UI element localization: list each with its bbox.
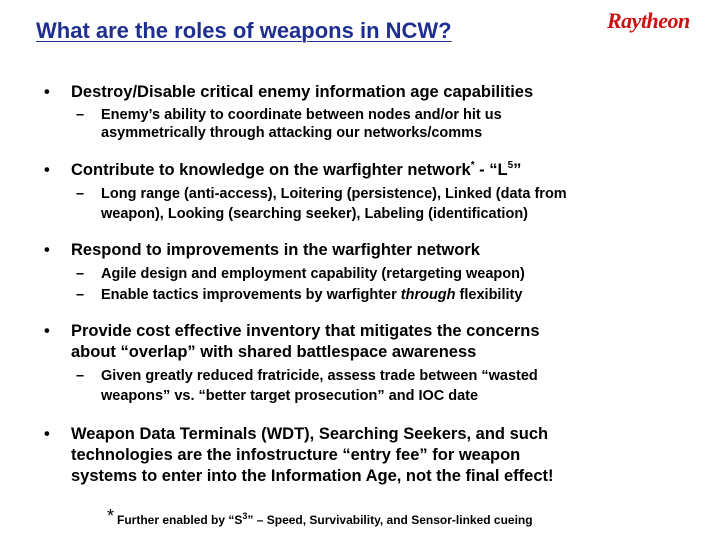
sub-bullet-2-1-line-2: weapon), Looking (searching seeker), Labeling (identification) [101,206,528,222]
bullet-1-line-1: Destroy/Disable critical enemy information age capabilities [71,83,534,101]
superscript-three: 3 [242,511,248,521]
footnote: * Further enabled by “$S^3$” – Speed, Survivability, and Sensor-linked cueing [107,506,533,527]
bullet-dot: • [44,83,50,101]
bullet-4-line-1: Provide cost effective inventory that mitigates the concerns [71,322,540,340]
superscript-five: 5 [507,160,514,171]
bullet-dot: • [44,425,50,443]
bullet-5-line-2: technologies are the infostructure “entry fee” for weapon [71,446,521,464]
bullet-dot: • [44,161,50,179]
raytheon-logo: Raytheon [607,8,690,33]
bullet-4-line-2: about “overlap” with shared battlespace awareness [71,343,477,361]
bullet-5-line-3: systems to enter into the Information Age, not the final effect! [71,467,554,485]
slide-title: What are the roles of weapons in NCW? [36,18,452,43]
bullet-dot: • [44,241,50,259]
sub-bullet-4-1-line-2: weapons” vs. “better target prosecution” and IOC date [101,388,479,404]
sub-bullet-3-2-line-1: Enable tactics improvements by warfighter through flexibility [101,287,523,303]
sub-dash: – [76,266,85,282]
sub-bullet-1-1-line-2: asymmetrically through attacking our networks/comms [101,125,483,141]
sub-dash: – [76,287,85,303]
sub-dash: – [76,368,85,384]
sub-dash: – [76,107,85,123]
sub-bullet-2-1-line-1: Long range (anti-access), Loitering (persistence), Linked (data from [101,186,567,202]
sub-bullet-1-1-line-1: Enemy’s ability to coordinate between nodes and/or hit us [101,107,502,123]
footnote-asterisk: * [107,506,115,526]
bullet-3-line-1: Respond to improvements in the warfighter network [71,241,480,259]
sub-bullet-3-1-line-1: Agile design and employment capability (retargeting weapon) [101,266,525,282]
bullet-dot: • [44,322,50,340]
bullet-2-line-1: Contribute to knowledge on the warfighter network* - “$L^5$” [71,160,522,179]
sub-dash: – [76,186,85,202]
sub-bullet-4-1-line-1: Given greatly reduced fratricide, assess trade between “wasted [101,368,538,384]
asterisk-mark: * [470,160,475,171]
emphasis-through: through [400,287,456,303]
bullet-5-line-1: Weapon Data Terminals (WDT), Searching Seekers, and such [71,425,549,443]
